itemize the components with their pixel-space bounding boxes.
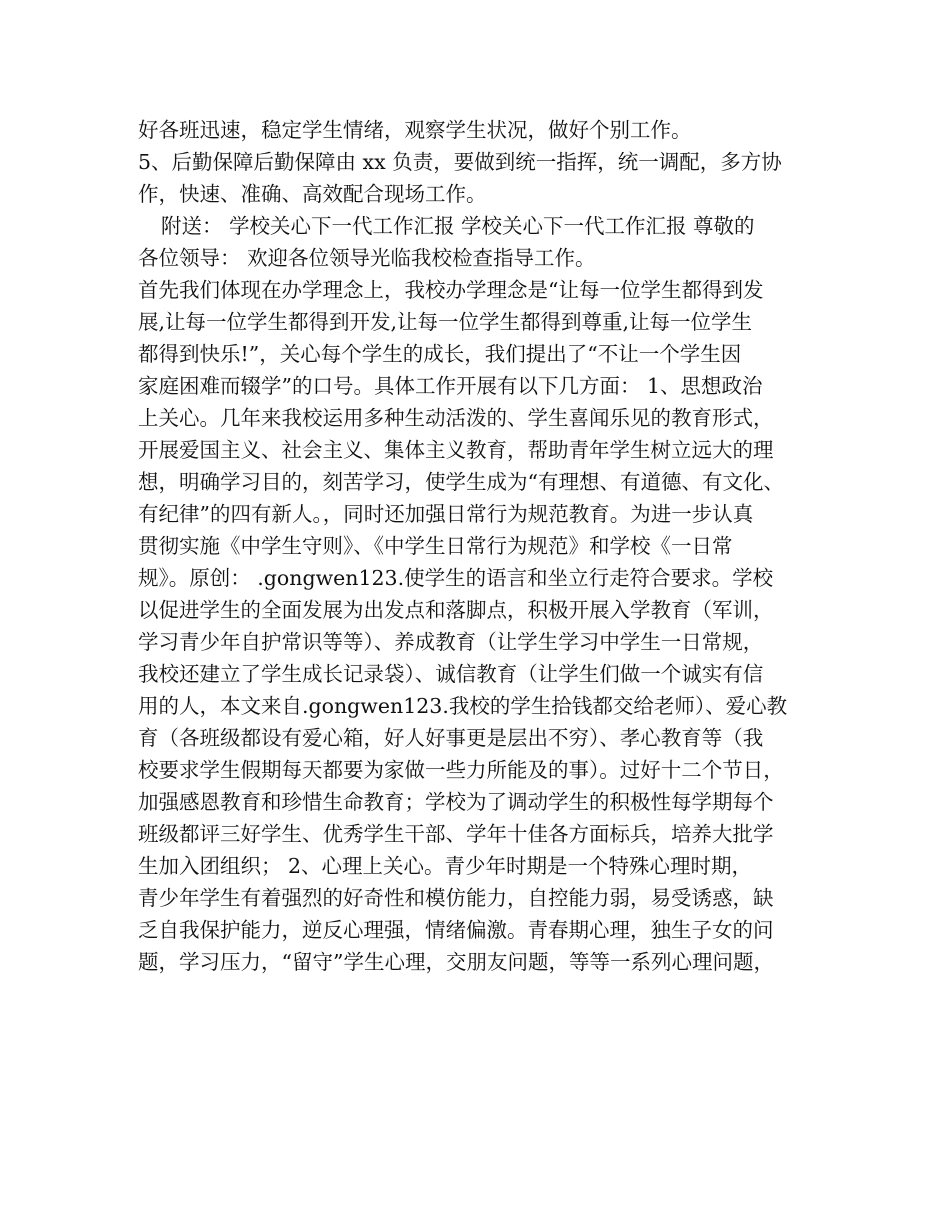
text-line: 规》。原创： .gongwen123.使学生的语言和坐立行走符合要求。学校: [138, 566, 774, 590]
text-line: 首先我们体现在办学理念上，我校办学理念是“让每一位学生都得到发: [138, 278, 764, 302]
text-line: 加强感恩教育和珍惜生命教育；学校为了调动学生的积极性每学期每个: [138, 790, 774, 814]
text-line: 开展爱国主义、社会主义、集体主义教育，帮助青年学生树立远大的理: [138, 438, 774, 462]
text-line: 学习青少年自护常识等等）、养成教育（让学生学习中学生一日常规，: [138, 630, 764, 654]
text-line: 校要求学生假期每天都要为家做一些力所能及的事）。过好十二个节日，: [138, 758, 784, 782]
text-line: 题，学习压力，“留守”学生心理，交朋友问题，等等一系列心理问题，: [138, 950, 774, 974]
text-line: 都得到快乐!”，关心每个学生的成长，我们提出了“不让一个学生因: [138, 342, 742, 366]
text-line: 用的人，本文来自.gongwen123.我校的学生拾钱都交给老师）、爱心教: [138, 694, 788, 718]
text-line: 班级都评三好学生、优秀学生干部、学年十佳各方面标兵，培养大批学: [138, 822, 774, 846]
text-line: 作，快速、准确、高效配合现场工作。: [138, 182, 487, 206]
text-line: 育（各班级都设有爱心箱，好人好事更是层出不穷）、孝心教育等（我: [138, 726, 764, 750]
text-line: 有纪律”的四有新人。，同时还加强日常行为规范教育。为进一步认真: [138, 502, 754, 526]
text-line: 乏自我保护能力，逆反心理强，情绪偏激。青春期心理，独生子女的问: [138, 918, 774, 942]
text-line: 各位领导： 欢迎各位领导光临我校检查指导工作。: [138, 246, 596, 270]
text-line: 青少年学生有着强烈的好奇性和模仿能力，自控能力弱，易受诱惑，缺: [138, 886, 774, 910]
text-line: 想，明确学习目的，刻苦学习，使学生成为“有理想、有道德、有文化、: [138, 470, 784, 494]
text-line: 展,让每一位学生都得到开发,让每一位学生都得到尊重,让每一位学生: [138, 310, 753, 334]
text-line: 贯彻实施《中学生守则》、《中学生日常行为规范》和学校《一日常: [138, 534, 733, 558]
text-line: 家庭困难而辍学”的口号。具体工作开展有以下几方面： 1、思想政治: [138, 374, 763, 398]
text-line: 附送： 学校关心下一代工作汇报 学校关心下一代工作汇报 尊敬的: [161, 214, 755, 238]
text-line: 以促进学生的全面发展为出发点和落脚点，积极开展入学教育（军训，: [138, 598, 774, 622]
text-line: 上关心。几年来我校运用多种生动活泼的、学生喜闻乐见的教育形式，: [138, 406, 774, 430]
text-line: 我校还建立了学生成长记录袋）、诚信教育（让学生们做一个诚实有信: [138, 662, 764, 686]
document-body: [138, 114, 838, 978]
text-line: 好各班迅速，稳定学生情绪，观察学生状况，做好个别工作。: [138, 118, 692, 142]
text-line: 5、后勤保障后勤保障由 xx 负责，要做到统一指挥，统一调配，多方协: [138, 150, 782, 174]
text-line: 生加入团组织； 2、心理上关心。青少年时期是一个特殊心理时期，: [138, 854, 753, 878]
